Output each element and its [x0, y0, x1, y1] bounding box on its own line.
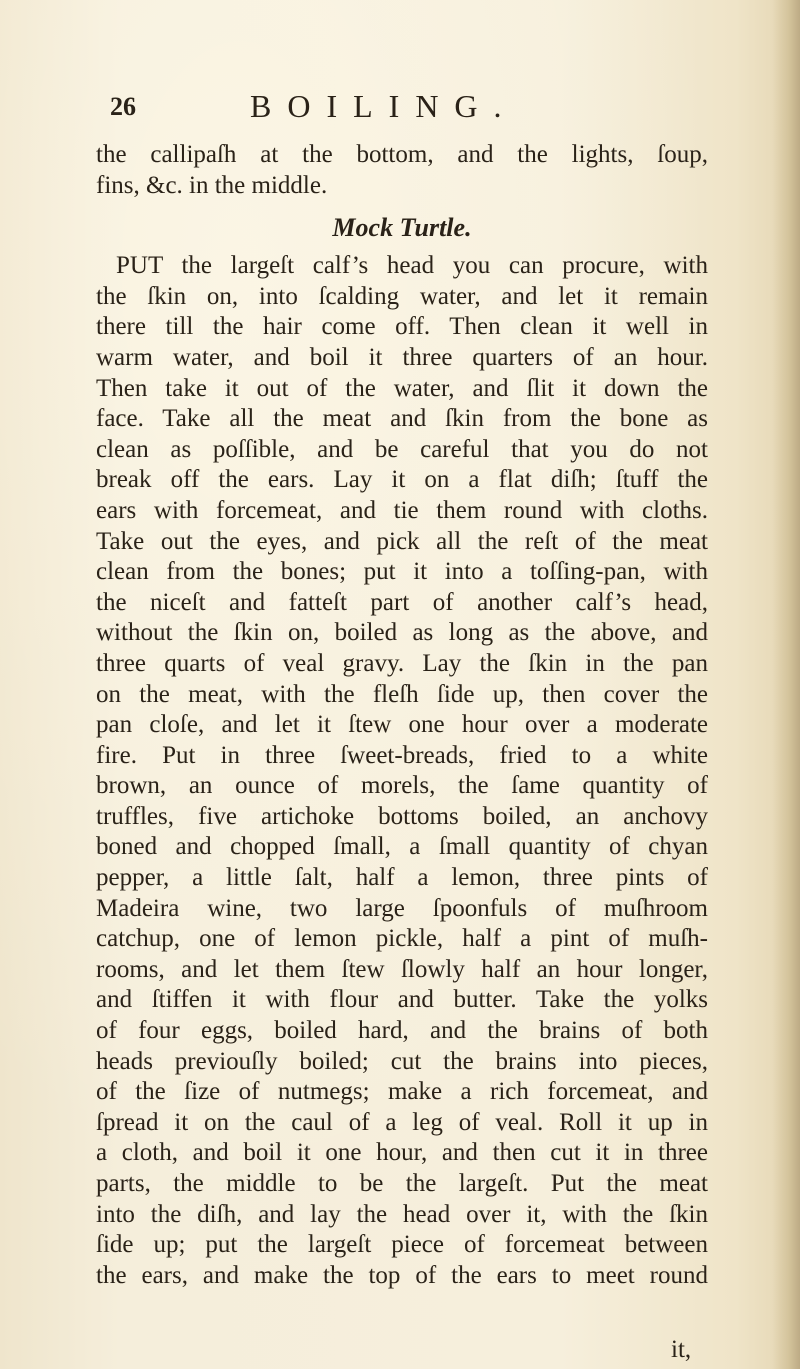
text-line: boned and chopped ſmall, a ſmall quantity of chyan	[96, 833, 708, 861]
text-line: the ears, and make the top of the ears to meet round	[96, 1261, 708, 1289]
text-line: without the ſkin on, boiled as long as the above, and	[96, 619, 708, 647]
text-line: warm water, and boil it three quarters of an hour.	[96, 343, 708, 371]
text-line: Take out the eyes, and pick all the reſt of the meat	[96, 527, 708, 555]
text-line: fins, &c. in the middle.	[96, 171, 328, 199]
text-line: Then take it out of the water, and ſlit it down the	[96, 374, 708, 402]
page-number: 26	[110, 92, 136, 121]
text-line: on the meat, with the fleſh ſide up, then cover the	[96, 680, 708, 708]
text-line: of four eggs, boiled hard, and the brains of both	[96, 1017, 708, 1045]
text-line: face. Take all the meat and ſkin from the bone as	[96, 405, 708, 433]
running-head: BOILING.	[250, 88, 518, 124]
text-line: rooms, and let them ſtew ſlowly half an hour longer,	[96, 955, 708, 983]
catchword: it,	[671, 1336, 692, 1363]
text-line: clean from the bones; put it into a toſſing-pan, with	[96, 558, 708, 586]
text-line: into the diſh, and lay the head over it, with the ſkin	[96, 1200, 708, 1228]
text-line: truffles, five artichoke bottoms boiled, an anchovy	[96, 802, 708, 830]
text-line: ears with forcemeat, and tie them round with cloths.	[96, 496, 708, 524]
text-line: catchup, one of lemon pickle, half a pint of muſh-	[96, 925, 708, 953]
text-line: pan cloſe, and let it ſtew one hour over a moderate	[96, 711, 708, 739]
text-line: Madeira wine, two large ſpoonfuls of muſhroom	[96, 894, 708, 922]
text-line: brown, an ounce of morels, the ſame quantity of	[96, 772, 708, 800]
text-line: and ſtiffen it with flour and butter. Take the yolks	[96, 986, 708, 1014]
text-line: of the ſize of nutmegs; make a rich forcemeat, and	[96, 1078, 708, 1106]
page-header	[100, 88, 700, 132]
text-line: parts, the middle to be the largeſt. Put the meat	[96, 1170, 708, 1197]
text-line: clean as poſſible, and be careful that you do not	[96, 435, 708, 463]
section-title: Mock Turtle.	[332, 213, 472, 243]
text-line: ſpread it on the caul of a leg of veal. Roll it up in	[96, 1108, 708, 1136]
text-line: the ſkin on, into ſcalding water, and let it remain	[96, 282, 708, 310]
text-line: heads previouſly boiled; cut the brains into pieces,	[96, 1047, 708, 1075]
text-block	[96, 140, 708, 1291]
text-line: the niceſt and fatteſt part of another calf’s head,	[96, 588, 708, 616]
text-line: ſide up; put the largeſt piece of forcemeat between	[96, 1231, 708, 1259]
text-line: PUT the largeſt calf’s head you can procure, with	[116, 252, 708, 280]
text-line: the callipaſh at the bottom, and the lights, ſoup,	[96, 141, 708, 168]
text-line: three quarts of veal gravy. Lay the ſkin in the pan	[96, 649, 708, 677]
text-line: a cloth, and boil it one hour, and then cut it in three	[96, 1139, 708, 1167]
text-line: pepper, a little ſalt, half a lemon, three pints of	[96, 864, 708, 892]
page-edge-shadow	[772, 0, 800, 1369]
text-line: fire. Put in three ſweet-breads, fried to a white	[96, 741, 708, 769]
text-line: break off the ears. Lay it on a flat diſh; ſtuff the	[96, 466, 708, 494]
text-line: there till the hair come off. Then clean it well in	[96, 313, 708, 341]
